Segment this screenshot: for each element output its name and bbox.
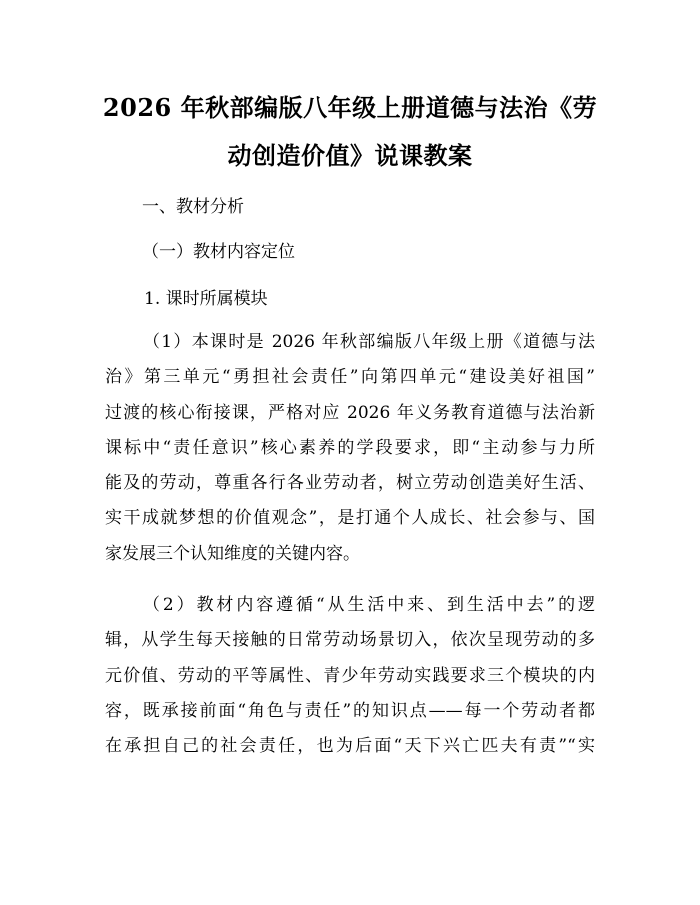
- section-heading-textbook-analysis: 一、教材分析: [142, 197, 244, 217]
- paragraph-line: 能及的劳动，尊重各行各业劳动者，树立劳动创造美好生活、: [105, 473, 595, 494]
- title-line: 动创造价值》说课教案: [227, 141, 473, 170]
- paragraph-line: 过渡的核心衔接课，严格对应 2026 年义务教育道德与法治新: [105, 402, 595, 423]
- title-line: 2026 年秋部编版八年级上册道德与法治《劳: [102, 93, 598, 122]
- item-heading-lesson-module: 1. 课时所属模块: [144, 289, 268, 309]
- paragraph-line: 在承担自己的社会责任，也为后面“天下兴亡匹夫有责”“实: [105, 736, 595, 757]
- paragraph-2: [105, 588, 595, 764]
- paragraph-line: 治》第三单元“勇担社会责任”向第四单元“建设美好祖国”: [105, 367, 595, 388]
- paragraph-line: 容，既承接前面“角色与责任”的知识点——每一个劳动者都: [105, 700, 595, 721]
- subsection-heading-content-positioning: （一）教材内容定位: [142, 242, 295, 262]
- document-title: [100, 84, 600, 180]
- paragraph-1: [105, 325, 595, 572]
- paragraph-line: 辑，从学生每天接触的日常劳动场景切入，依次呈现劳动的多: [105, 630, 595, 651]
- paragraph-line: 课标中“责任意识”核心素养的学段要求，即“主动参与力所: [105, 437, 595, 458]
- paragraph-line: 实干成就梦想的价值观念”，是打通个人成长、社会参与、国: [105, 508, 595, 529]
- paragraph-line: 家发展三个认知维度的关键内容。: [105, 543, 360, 564]
- paragraph-line: 元价值、劳动的平等属性、青少年劳动实践要求三个模块的内: [105, 665, 595, 686]
- paragraph-line: （1）本课时是 2026 年秋部编版八年级上册《道德与法: [143, 332, 595, 352]
- paragraph-line: （2）教材内容遵循“从生活中来、到生活中去”的逻: [143, 595, 595, 615]
